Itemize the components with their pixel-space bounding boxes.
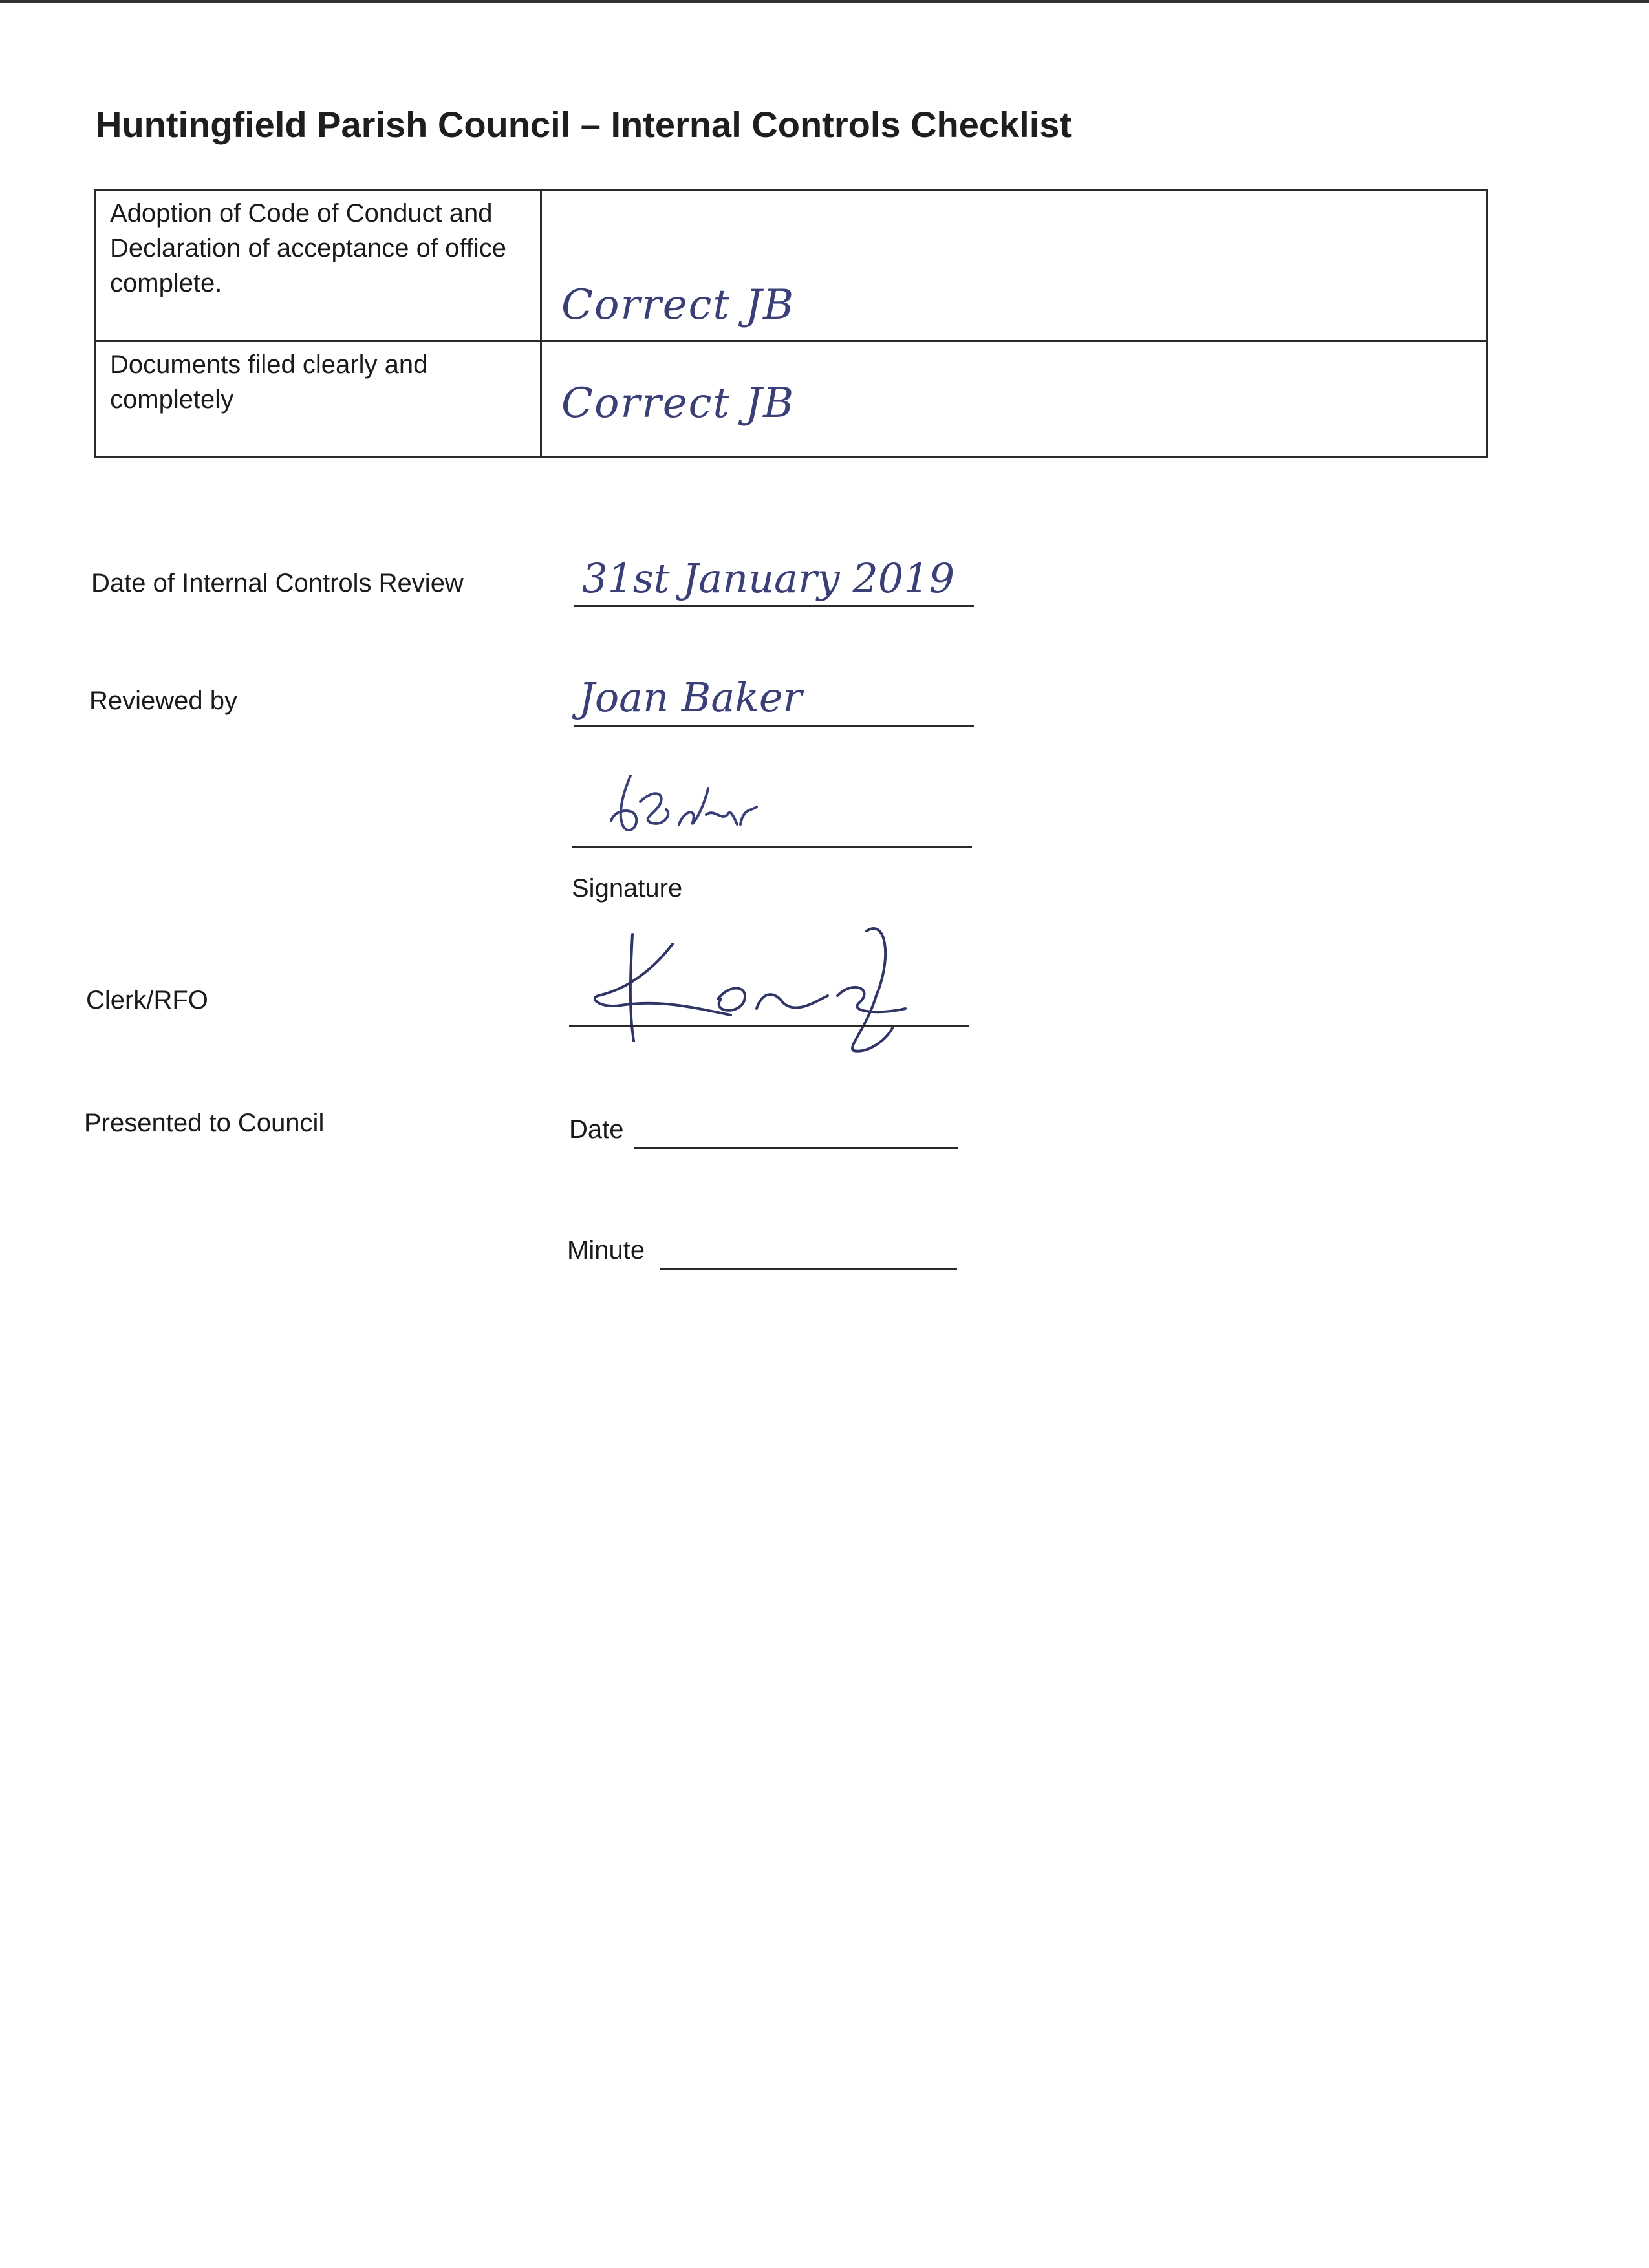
checklist-response-cell bbox=[541, 341, 1487, 457]
reviewed-by-label: Reviewed by bbox=[89, 687, 238, 715]
review-date-value: 31st January 2019 bbox=[582, 555, 955, 602]
table-row bbox=[95, 341, 1487, 457]
checklist-item: Adoption of Code of Conduct and Declaration of acceptance of office complete. bbox=[95, 190, 541, 341]
checklist-item: Documents filed clearly and completely bbox=[95, 341, 541, 457]
signature-line bbox=[572, 846, 972, 848]
clerk-signature-line bbox=[569, 1025, 969, 1027]
reviewed-by-line bbox=[574, 725, 974, 727]
minute-field-line bbox=[660, 1268, 957, 1270]
signature-label: Signature bbox=[572, 874, 683, 903]
clerk-label: Clerk/RFO bbox=[86, 986, 208, 1014]
reviewer-signature bbox=[595, 763, 763, 847]
checklist-response-cell bbox=[541, 190, 1487, 341]
clerk-signature bbox=[582, 918, 983, 1054]
handwritten-response: Correct JB bbox=[561, 281, 795, 329]
handwritten-response: Correct JB bbox=[561, 380, 795, 427]
review-date-label: Date of Internal Controls Review bbox=[91, 569, 464, 597]
reviewed-by-value: Joan Baker bbox=[579, 674, 803, 721]
date-field-label: Date bbox=[569, 1115, 624, 1144]
document-title: Huntingfield Parish Council – Internal Controls Checklist bbox=[96, 104, 1072, 145]
minute-field-label: Minute bbox=[567, 1236, 645, 1265]
presented-label: Presented to Council bbox=[84, 1109, 325, 1137]
date-field-line bbox=[634, 1147, 958, 1149]
scan-top-edge bbox=[0, 0, 1649, 3]
table-row bbox=[95, 190, 1487, 341]
review-date-line bbox=[574, 605, 974, 607]
checklist-table bbox=[94, 189, 1488, 458]
